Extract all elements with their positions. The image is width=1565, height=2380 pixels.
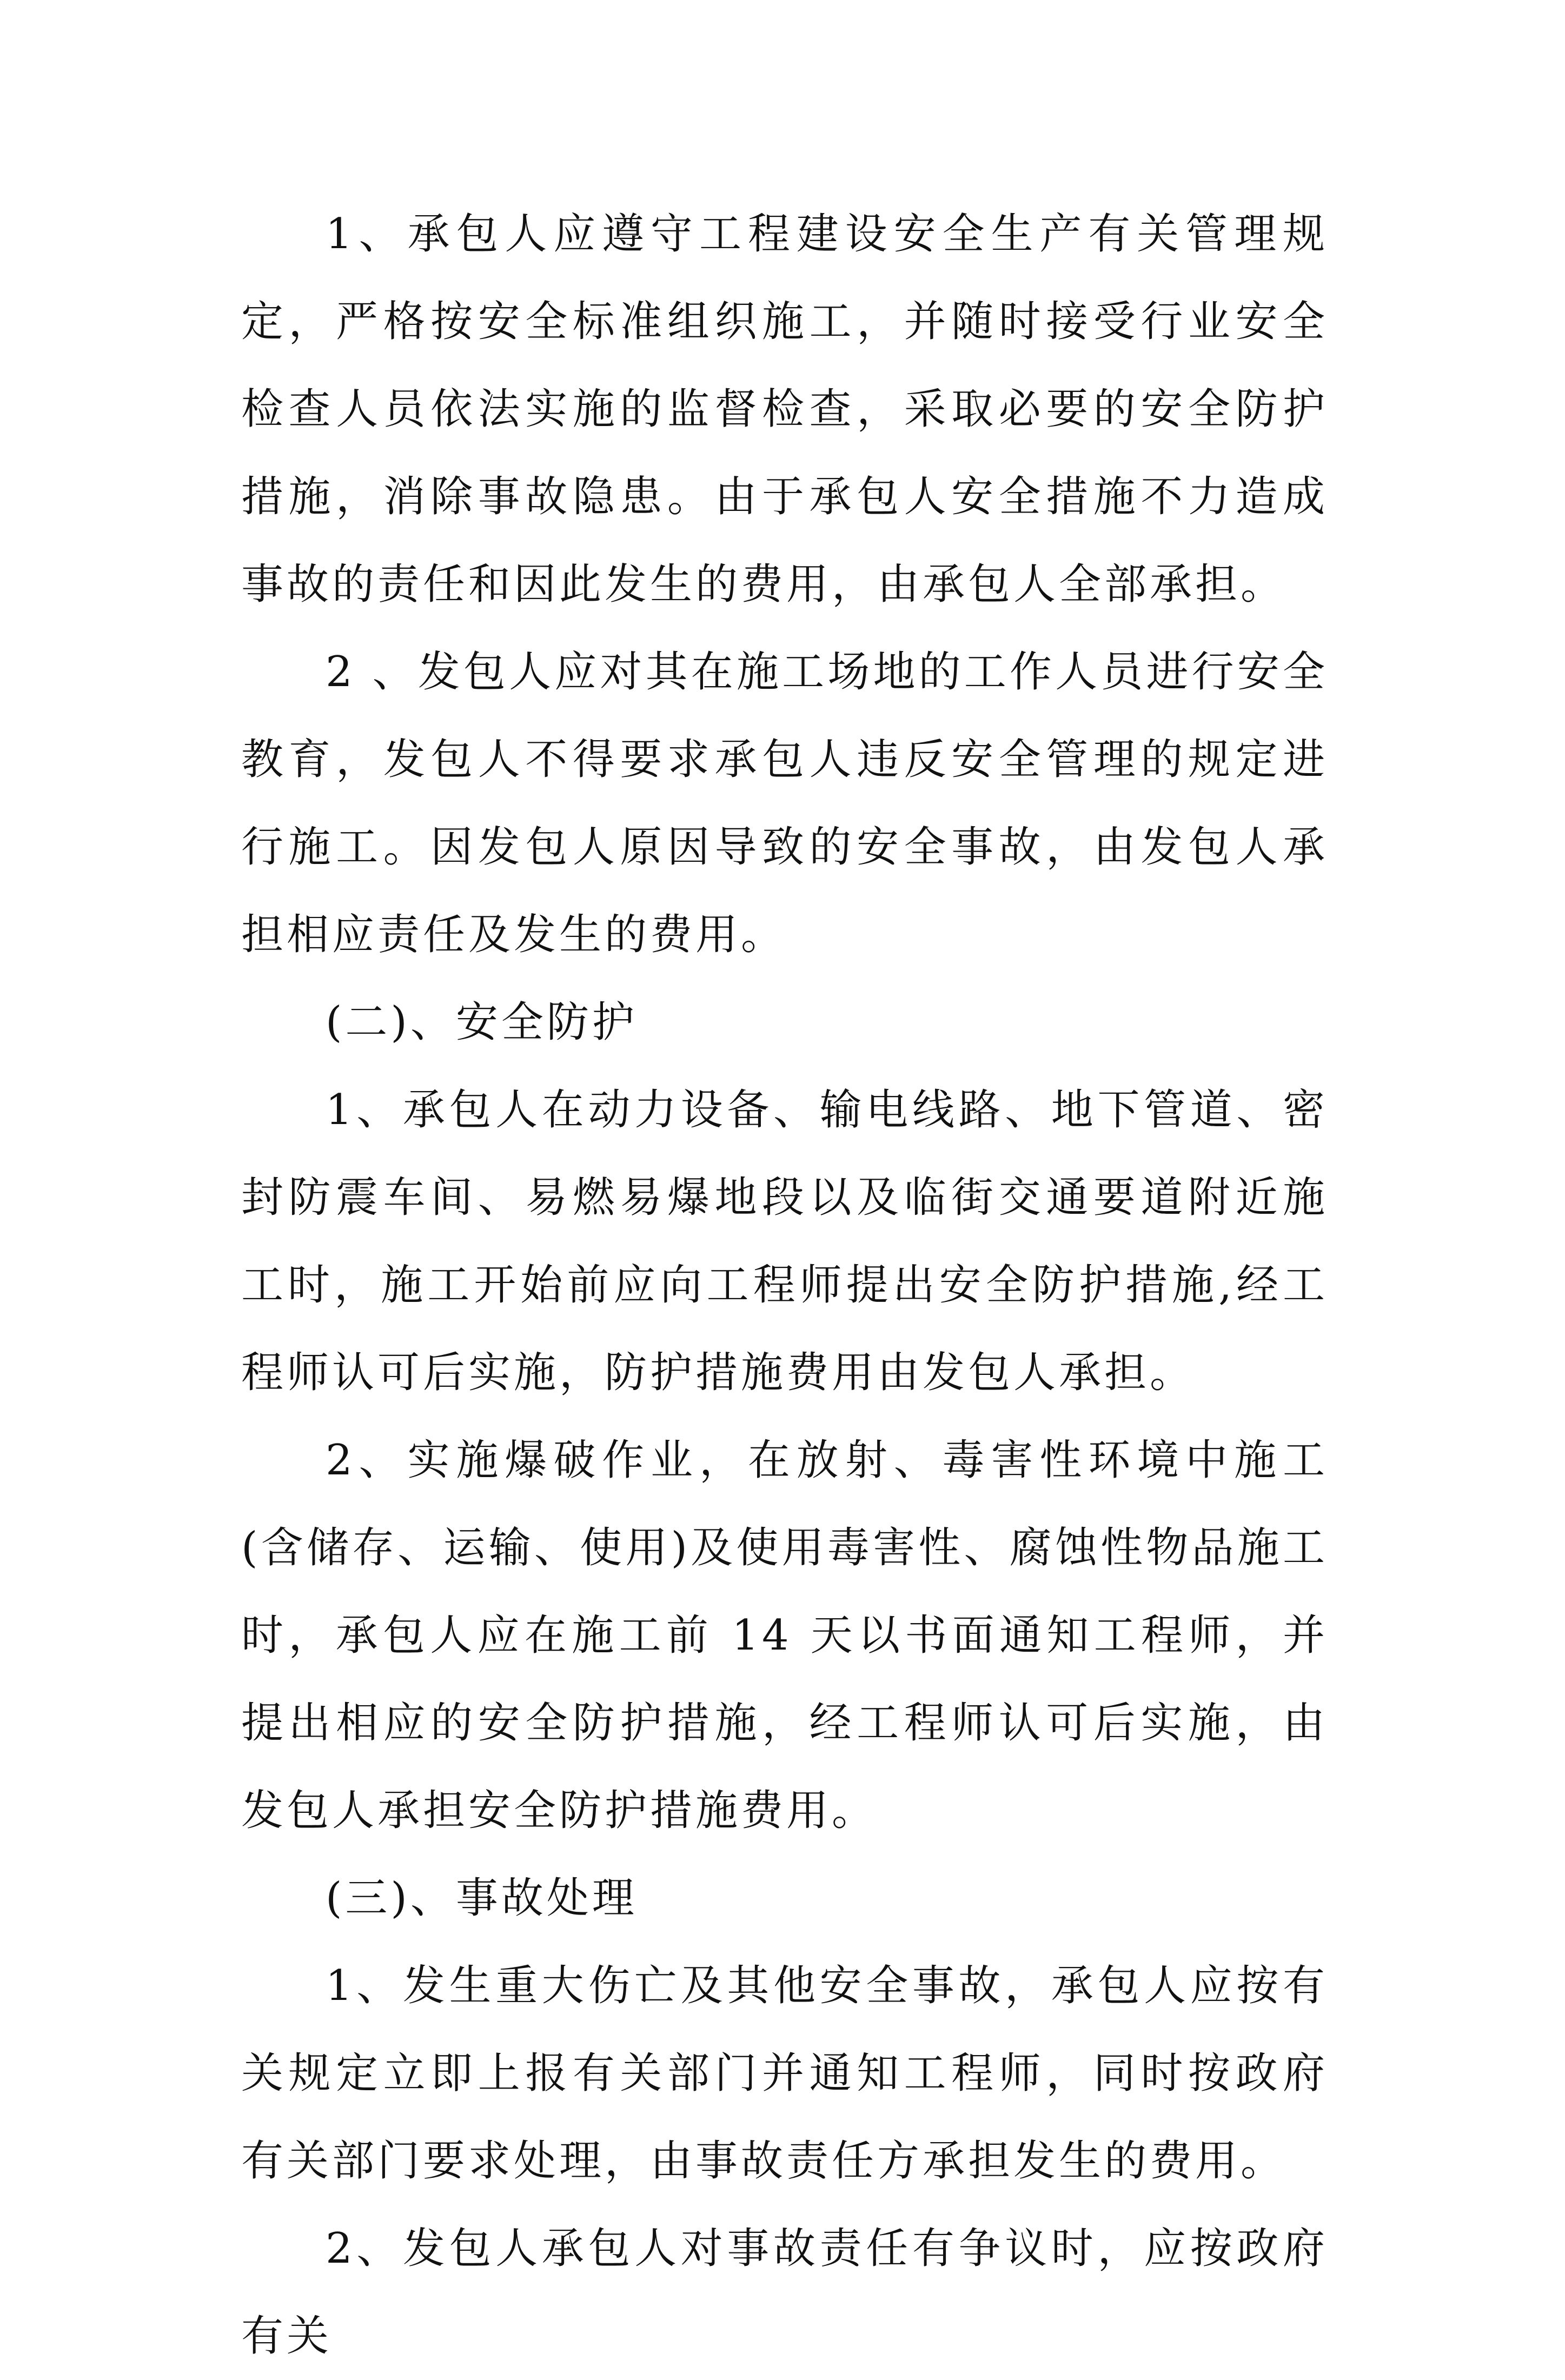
paragraph-safety-compliance: 1、承包人应遵守工程建设安全生产有关管理规定，严格按安全标准组织施工，并随时接受行业安全检查人员依法实施的监督检查，采取必要的安全防护措施，消除事故隐患。由于承包人安全措施不力造成事故的责任和因此发生的费用，由承包人全部承担。 (241, 210, 1328, 609)
paragraph-accident-reporting: 1、发生重大伤亡及其他安全事故，承包人应按有关规定立即上报有关部门并通知工程师，同时按政府有关部门要求处理，由事故责任方承担发生的费用。 (241, 1962, 1328, 2185)
paragraph-accident-dispute: 2、发包人承包人对事故责任有争议时，应按政府有关 (241, 2224, 1328, 2361)
section-heading-safety-protection: (二)、安全防护 (326, 998, 638, 1047)
paragraph-employer-safety-education: 2 、发包人应对其在施工场地的工作人员进行安全教育，发包人不得要求承包人违反安全管理的规定进行施工。因发包人原因导致的安全事故，由发包人承担相应责任及发生的费用。 (241, 648, 1328, 959)
paragraph-protection-measures: 1、承包人在动力设备、输电线路、地下管道、密封防震车间、易燃易爆地段以及临街交通要道附近施工时，施工开始前应向工程师提出安全防护措施,经工程师认可后实施，防护措施费用由发包人承担。 (241, 1086, 1328, 1397)
document-body (241, 190, 1328, 2380)
paragraph-blasting-hazardous-work: 2、实施爆破作业，在放射、毒害性环境中施工(含储存、运输、使用)及使用毒害性、腐蚀性物品施工时，承包人应在施工前 14 天以书面通知工程师，并提出相应的安全防护措施，经工程师认可后实施，由发包人承担安全防护措施费用。 (241, 1436, 1328, 1835)
section-heading-accident-handling: (三)、事故处理 (326, 1874, 638, 1923)
